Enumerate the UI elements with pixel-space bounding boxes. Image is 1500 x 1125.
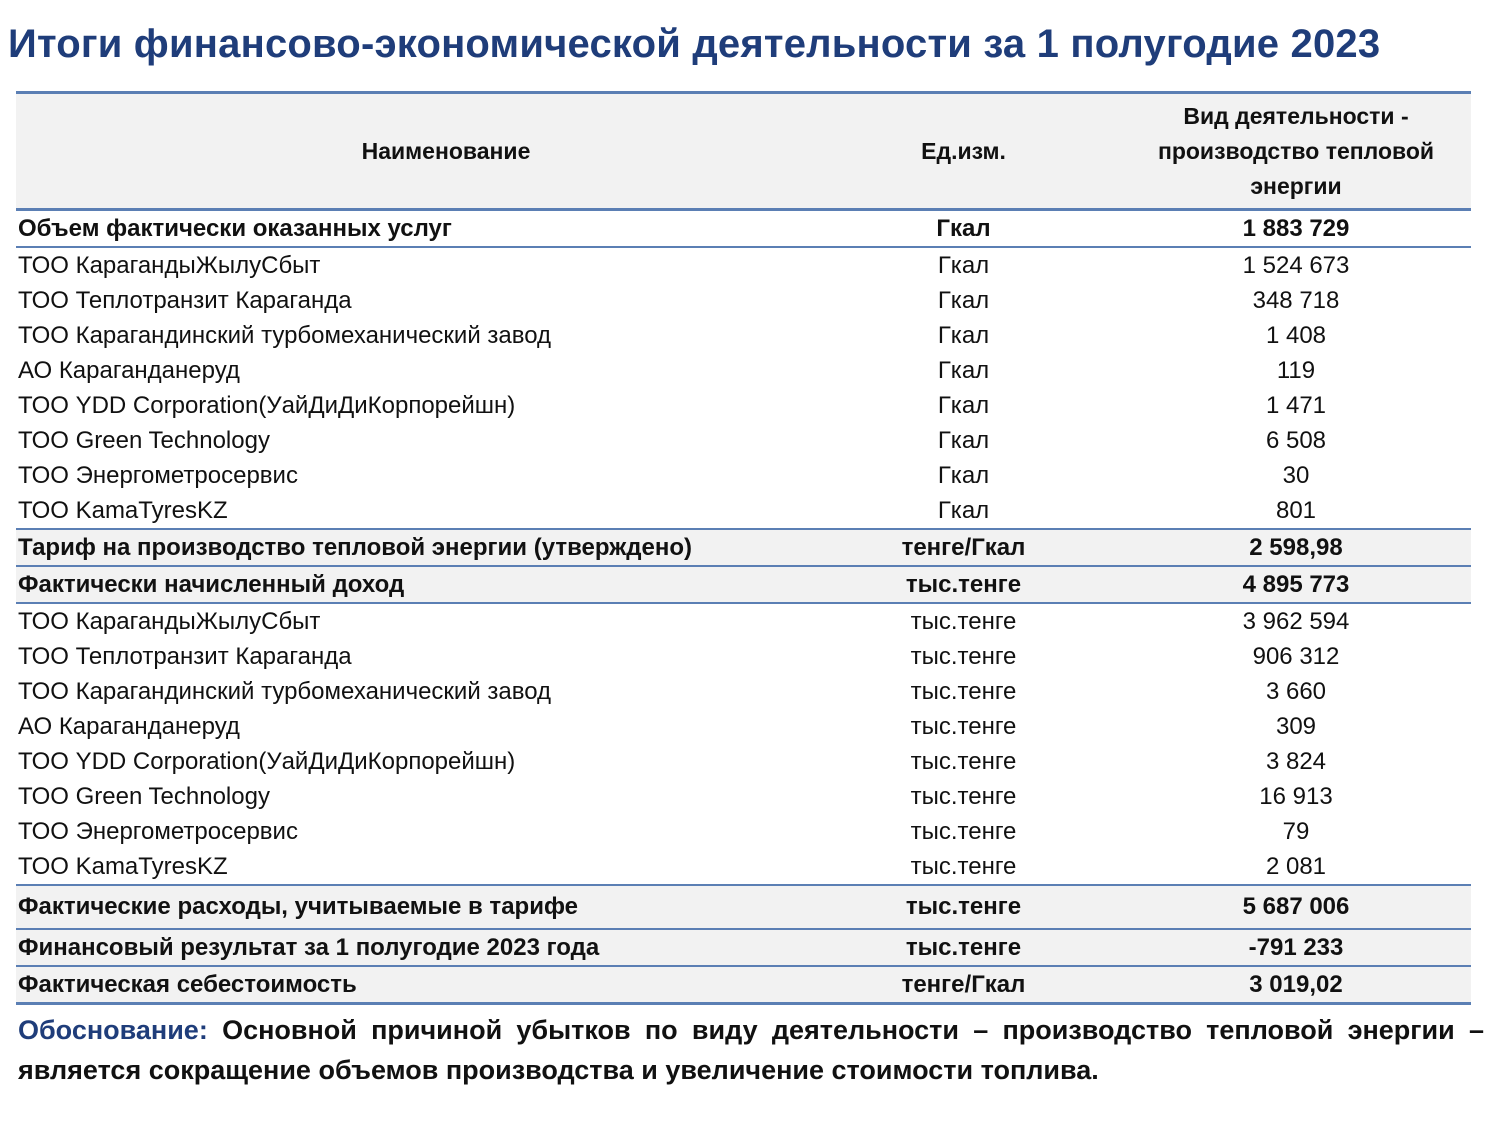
table-row bbox=[16, 709, 1471, 744]
table-row bbox=[16, 849, 1471, 885]
row-value: 309 bbox=[1275, 713, 1317, 740]
row-unit: тыс.тенге bbox=[910, 748, 1017, 775]
row-name: ТОО Теплотранзит Караганда bbox=[18, 643, 352, 670]
table-row bbox=[16, 493, 1471, 529]
row-unit: Гкал bbox=[826, 210, 1131, 248]
row-name: ТОО Теплотранзит Караганда bbox=[18, 287, 352, 314]
row-name: АО Караганданеруд bbox=[18, 713, 240, 740]
row-name: ТОО Карагандинский турбомеханический завод bbox=[18, 322, 552, 349]
row-unit: тыс.тенге bbox=[910, 643, 1017, 670]
row-name: ТОО YDD Corporation(УайДиДиКорпорейшн) bbox=[18, 392, 516, 419]
row-value: 1 883 729 bbox=[1131, 210, 1471, 248]
row-value: 3 824 bbox=[1265, 748, 1327, 775]
row-value: 16 913 bbox=[1259, 783, 1333, 810]
table-row bbox=[16, 247, 1471, 283]
table-row-cost-price bbox=[16, 966, 1471, 1004]
header-value: Вид деятельности - производство тепловой энергии bbox=[1131, 93, 1471, 210]
row-name: ТОО Green Technology bbox=[18, 427, 270, 454]
row-value: 79 bbox=[1282, 818, 1310, 845]
table-row bbox=[16, 353, 1471, 388]
row-unit: тенге/Гкал bbox=[826, 966, 1131, 1004]
row-name: Объем фактически оказанных услуг bbox=[16, 210, 826, 248]
row-unit: тыс.тенге bbox=[910, 783, 1017, 810]
row-value: 30 bbox=[1282, 462, 1310, 489]
header-name: Наименование bbox=[16, 93, 826, 210]
page-title: Итоги финансово-экономической деятельности за 1 полугодие 2023 bbox=[8, 22, 1381, 66]
table-row-volume-total bbox=[16, 210, 1471, 248]
header-unit: Ед.изм. bbox=[826, 93, 1131, 210]
row-unit: Гкал bbox=[937, 392, 990, 419]
row-unit: тыс.тенге bbox=[826, 885, 1131, 929]
table-row bbox=[16, 388, 1471, 423]
row-value: 348 718 bbox=[1252, 287, 1340, 314]
row-name: Тариф на производство тепловой энергии (утверждено) bbox=[16, 529, 826, 566]
table-row bbox=[16, 674, 1471, 709]
row-unit: Гкал bbox=[937, 427, 990, 454]
row-unit: Гкал bbox=[937, 252, 990, 279]
row-value: 1 471 bbox=[1265, 392, 1327, 419]
row-name: Фактически начисленный доход bbox=[16, 566, 826, 603]
row-name: ТОО YDD Corporation(УайДиДиКорпорейшн) bbox=[18, 748, 516, 775]
row-unit: тыс.тенге bbox=[910, 608, 1017, 635]
row-unit: тыс.тенге bbox=[826, 929, 1131, 966]
row-value: 5 687 006 bbox=[1131, 885, 1471, 929]
row-name: Финансовый результат за 1 полугодие 2023 года bbox=[16, 929, 826, 966]
table-row bbox=[16, 458, 1471, 493]
row-name: ТОО Green Technology bbox=[18, 783, 270, 810]
justification-label: Обоснование: bbox=[18, 1015, 208, 1045]
row-value: 119 bbox=[1276, 357, 1316, 384]
financial-results-table bbox=[16, 91, 1471, 1005]
table-row-expenses bbox=[16, 885, 1471, 929]
row-value: 2 081 bbox=[1131, 849, 1471, 885]
row-value: 1 524 673 bbox=[1242, 252, 1350, 279]
table-row bbox=[16, 318, 1471, 353]
row-value: 1 408 bbox=[1265, 322, 1327, 349]
row-value: 4 895 773 bbox=[1131, 566, 1471, 603]
table-row bbox=[16, 283, 1471, 318]
row-unit: Гкал bbox=[937, 357, 990, 384]
row-value: 3 962 594 bbox=[1242, 608, 1350, 635]
table-header-row bbox=[16, 93, 1471, 210]
row-value: 6 508 bbox=[1265, 427, 1327, 454]
justification-note bbox=[18, 1010, 1484, 1090]
row-value: 801 bbox=[1131, 493, 1471, 529]
row-unit: тыс.тенге bbox=[910, 818, 1017, 845]
row-name: АО Караганданеруд bbox=[18, 357, 240, 384]
row-name: Фактическая себестоимость bbox=[16, 966, 826, 1004]
row-name: ТОО Энергометросервис bbox=[18, 818, 298, 845]
table-row bbox=[16, 744, 1471, 779]
row-value: 3 019,02 bbox=[1131, 966, 1471, 1004]
row-unit: Гкал bbox=[937, 287, 990, 314]
row-name: ТОО КарагандыЖылуСбыт bbox=[18, 608, 321, 635]
row-unit: тыс.тенге bbox=[910, 678, 1017, 705]
table-row-income-total bbox=[16, 566, 1471, 603]
row-unit: Гкал bbox=[937, 322, 990, 349]
row-value: 2 598,98 bbox=[1131, 529, 1471, 566]
row-value: 3 660 bbox=[1265, 678, 1327, 705]
row-unit: тыс.тенге bbox=[826, 566, 1131, 603]
table-row-tariff bbox=[16, 529, 1471, 566]
row-name: ТОО КарагандыЖылуСбыт bbox=[18, 252, 321, 279]
row-name: ТОО KamaTyresKZ bbox=[16, 493, 826, 529]
justification-text: Основной причиной убытков по виду деятельности – производство тепловой энергии – является сокращение объемов производства и увеличение стоимости топлива. bbox=[18, 1015, 1484, 1085]
row-name: ТОО KamaTyresKZ bbox=[16, 849, 826, 885]
table-row bbox=[16, 603, 1471, 639]
row-name: ТОО Энергометросервис bbox=[18, 462, 298, 489]
table-row-financial-result bbox=[16, 929, 1471, 966]
row-name: ТОО Карагандинский турбомеханический завод bbox=[18, 678, 552, 705]
row-unit: тыс.тенге bbox=[826, 849, 1131, 885]
row-value: 906 312 bbox=[1252, 643, 1340, 670]
table-row bbox=[16, 639, 1471, 674]
row-name: Фактические расходы, учитываемые в тарифе bbox=[16, 885, 826, 929]
row-unit: тенге/Гкал bbox=[826, 529, 1131, 566]
row-unit: Гкал bbox=[937, 462, 990, 489]
table-row bbox=[16, 814, 1471, 849]
row-unit: Гкал bbox=[826, 493, 1131, 529]
row-value: -791 233 bbox=[1131, 929, 1471, 966]
row-unit: тыс.тенге bbox=[910, 713, 1017, 740]
table-row bbox=[16, 779, 1471, 814]
table-row bbox=[16, 423, 1471, 458]
